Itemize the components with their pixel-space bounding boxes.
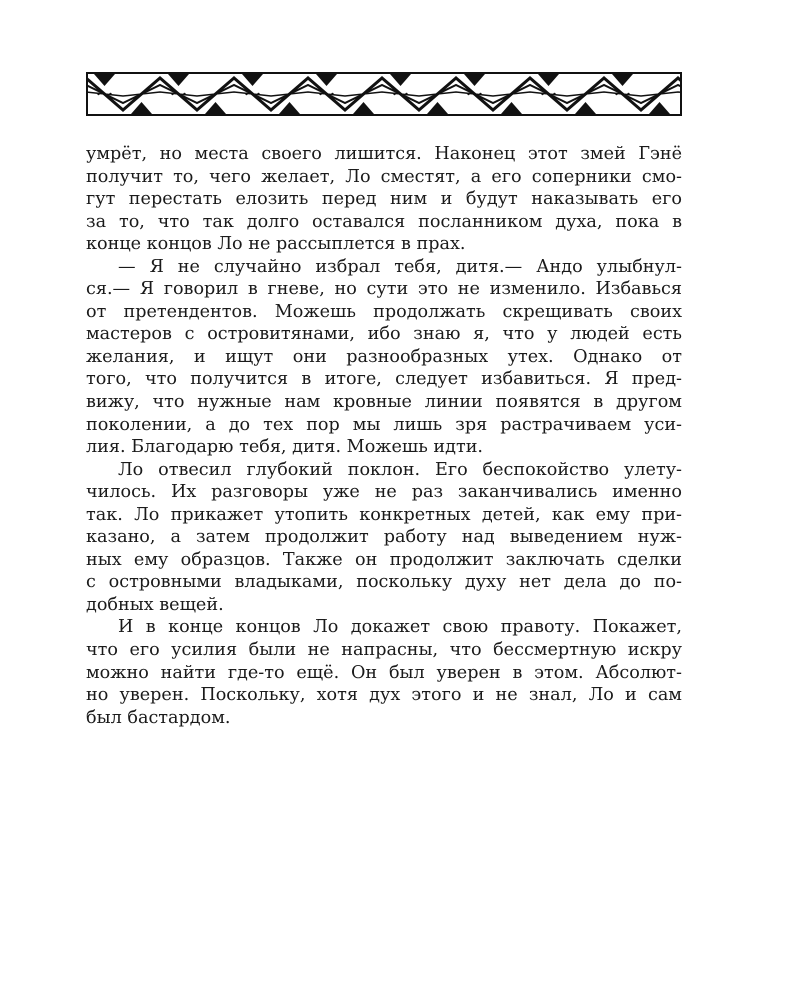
text-line: казано, а затем продолжит работу над выведением нуж- xyxy=(86,527,682,548)
ornament-dot xyxy=(103,93,105,95)
ornament-dot xyxy=(393,93,395,95)
ornament-dot xyxy=(325,93,327,95)
text-line: ся.— Я говорил в гневе, но сути это не изменило. Избавься xyxy=(86,279,682,300)
text-line: получит то, чего желает, Ло сместят, а его соперники смо- xyxy=(86,166,682,187)
text-line: так. Ло прикажет утопить конкретных детей, как ему при- xyxy=(86,504,682,525)
text-line: чилось. Их разговоры уже не раз заканчивались именно xyxy=(86,482,682,503)
text-line: с островными владыками, поскольку духу нет дела до по- xyxy=(86,572,682,593)
text-line: Ло отвесил глубокий поклон. Его беспокойство улету- xyxy=(118,459,682,480)
ornament-dot xyxy=(399,93,401,95)
ornament-dot xyxy=(405,93,407,95)
text-line: был бастардом. xyxy=(86,707,231,728)
ornament-dot xyxy=(479,93,481,95)
ornament-dot xyxy=(331,93,333,95)
ornament-dot xyxy=(319,93,321,95)
text-line: гут перестать елозить перед ним и будут наказывать его xyxy=(86,189,682,210)
text-line: лия. Благодарю тебя, дитя. Можешь идти. xyxy=(86,437,484,458)
ornament-dot xyxy=(473,93,475,95)
text-line: ных ему образцов. Также он продолжит заключать сделки xyxy=(86,549,682,570)
text-line: мастеров с островитянами, ибо знаю я, что у людей есть xyxy=(86,324,682,345)
text-line: — Я не случайно избрал тебя, дитя.— Андо улыбнул- xyxy=(118,256,682,277)
text-line: И в конце концов Ло докажет свою правоту. Покажет, xyxy=(118,617,682,638)
text-line: что его усилия были не напрасны, что бессмертную искру xyxy=(86,640,682,661)
ornament-dot xyxy=(627,93,629,95)
body-text xyxy=(86,143,682,729)
ornament-dot xyxy=(615,93,617,95)
ornament-dot xyxy=(251,93,253,95)
ornament-dot xyxy=(621,93,623,95)
ornament-dot xyxy=(547,93,549,95)
text-line: но уверен. Поскольку, хотя дух этого и не знал, Ло и сам xyxy=(86,685,682,706)
text-line: конце концов Ло не рассыплется в прах. xyxy=(86,234,466,255)
ornamental-border-icon xyxy=(86,72,682,116)
ornament-dot xyxy=(183,93,185,95)
text-line: поколении, а до тех пор мы лишь зря растрачиваем уси- xyxy=(86,414,682,435)
text-line: умрёт, но места своего лишится. Наконец этот змей Гэнё xyxy=(86,144,682,164)
ornament-dot xyxy=(109,93,111,95)
ornament-dot xyxy=(97,93,99,95)
ornament-dot xyxy=(257,93,259,95)
text-line: можно найти где-то ещё. Он был уверен в этом. Абсолют- xyxy=(86,662,682,683)
ornament-dot xyxy=(541,93,543,95)
text-line: вижу, что нужные нам кровные линии появятся в другом xyxy=(86,392,682,413)
ornament-dot xyxy=(245,93,247,95)
ornament-dot xyxy=(171,93,173,95)
text-line: того, что получится в итоге, следует избавиться. Я пред- xyxy=(86,369,682,390)
ornament-dot xyxy=(177,93,179,95)
text-line: от претендентов. Можешь продолжать скрещивать своих xyxy=(86,301,682,322)
text-line: добных вещей. xyxy=(86,594,224,615)
ornament-dot xyxy=(467,93,469,95)
text-line: желания, и ищут они разнообразных утех. Однако от xyxy=(86,346,682,367)
ornament-dot xyxy=(553,93,555,95)
text-line: за то, что так долго оставался посланником духа, пока в xyxy=(86,211,682,232)
